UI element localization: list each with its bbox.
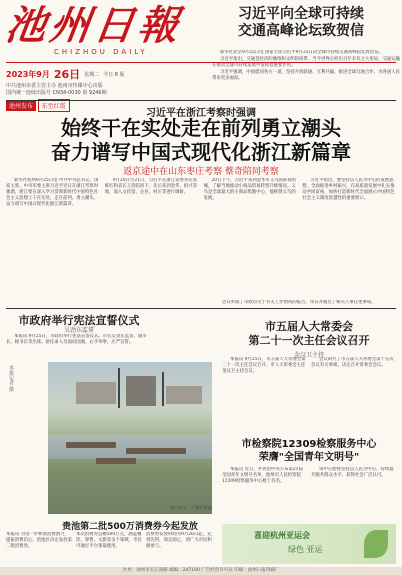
photo-side-caption bbox=[6, 362, 48, 514]
main-headline-subtitle: 返京途中在山东枣庄考察 蔡奇陪同考察 bbox=[123, 167, 279, 177]
top-news-line-1: 习近平向全球可持续 bbox=[238, 6, 364, 22]
lead-paragraph: 新华社北京9月25日电 国家主席习近平9月25日向全球可持续交通高峰论坛致贺信。 bbox=[220, 50, 384, 55]
page-footer: 社址：池州市长江南路 邮编：247100 广告经营许可证 印刷：池州日报印刷厂 bbox=[0, 567, 402, 575]
bottom-left-headline[interactable]: 贵池第二批500万消费券今起发放 bbox=[62, 522, 198, 532]
section2-subtitle: 吴劲东监誓 bbox=[63, 327, 94, 334]
banner-text-1: 喜迎杭州亚运会 bbox=[254, 531, 310, 540]
issue-date bbox=[6, 66, 232, 82]
right-subtitle-1: 金汉卫主持 bbox=[293, 352, 324, 359]
wechat-tag-b[interactable]: 东至红霞 bbox=[38, 99, 70, 112]
top-news-headline[interactable] bbox=[238, 6, 398, 40]
masthead-rule bbox=[6, 62, 396, 63]
right-headline-2: 市检察院12309检察服务中心 荣膺"全国青年文明号" bbox=[241, 439, 377, 463]
main-article-body bbox=[6, 178, 396, 305]
banner-text-2: 绿色 亚运 bbox=[288, 545, 323, 554]
lead-article[interactable] bbox=[212, 50, 402, 98]
top-news-line-2: 交通高峰论坛致贺信 bbox=[238, 23, 364, 39]
issue-page-count: 今日 8 版 bbox=[103, 71, 125, 78]
right-article-1: 本报讯 9月25日，市五届人大常委会第二十一次主任会议召开。市人大常委会主任金汉卫主持会议。 会议研究了市五届人大常委会第十五次会议有关事项，决定召开常委会会议。 bbox=[222, 357, 394, 374]
article-column: 习近平指出，要坚持以人民为中心的发展思想，全面推进乡村振兴，在高质量发展中扎实推动共同富裕，加快打造新时代全面展示中国特色社会主义制度优越性的重要窗口。 bbox=[302, 178, 395, 201]
right-headline-1[interactable]: 市五届人大常委会 第二十一次主任会议召开 bbox=[248, 320, 370, 347]
article-column: 20日下午，习近平来到金华市义乌国际商贸城，了解当地推动小商品贸易转型升级情况。义乌是全球最大的小商品集散中心，他称赞义乌的发展。 bbox=[203, 178, 297, 201]
issue-weekday: 星期二 bbox=[84, 71, 100, 78]
masthead-pinyin: CHIZHOU DAILY bbox=[54, 48, 148, 56]
article-column: 新华社杭州9月25日电 中共中央总书记、国家主席、中央军委主席习近平近日在浙江考察时强调，浙江要在深入学习贯彻新时代中国特色社会主义思想上干在实处、走在前列、勇立潮头，奋力谱写中国式现代化浙江新篇章。 bbox=[6, 178, 99, 207]
photo-caption: 港口码头一片繁忙景象 bbox=[170, 505, 212, 510]
leaf-icon bbox=[364, 530, 388, 558]
masthead bbox=[2, 2, 206, 60]
section2-headline[interactable]: 市政府举行宪法宣誓仪式 bbox=[18, 314, 140, 327]
issue-info bbox=[6, 66, 232, 110]
masthead-logo: 池州日報 bbox=[2, 2, 186, 49]
main-headline-kicker: 习近平在浙江考察时强调 bbox=[146, 108, 256, 119]
issue-date-day: 26日 bbox=[53, 68, 81, 81]
right-brief: 会议听取了市政府关于有关工作情况的报告，审议并通过了相关人事任免事项。 bbox=[222, 300, 376, 305]
bottom-left-body: 本报讯 为进一步释放消费潜力，提振消费信心，贵池区决定发放第二批消费券。 本次消费券总额500万元，涵盖餐饮、零售、文旅等多个领域，市民可通过平台领取使用。 消费券发放时间为9月26日起，先到先得，领完即止，请广大市民积极参与。 bbox=[6, 532, 212, 549]
article-column: 9月20日至21日，习近平在浙江省委书记易炼红和省长王浩陪同下，先后来到金华、绍兴等地，深入文化馆、企业、村庄等进行调研。 bbox=[104, 178, 197, 195]
issue-date-month: 2023年9月 bbox=[6, 69, 50, 79]
header-rule bbox=[6, 100, 396, 101]
issue-meta-1: 中共池州市委主管主办 池州市传媒中心出版 bbox=[6, 83, 103, 89]
wechat-tag-a[interactable]: 池州发布 bbox=[6, 100, 36, 111]
promo-banner[interactable] bbox=[222, 524, 396, 564]
main-headline-line-1: 始终干在实处走在前列勇立潮头 bbox=[61, 116, 341, 140]
main-headline[interactable] bbox=[0, 116, 402, 164]
photo-vertical-caption: 本报记者 摄 bbox=[8, 365, 14, 392]
right-article-2-body: 本报讯 近日，共青团中央公布第21届全国青年文明号名单，池州市人民检察院12309检察服务中心榜上有名。 该中心始终坚持以人民为中心，持续提升服务群众水平，获得社会广泛认可。 bbox=[222, 467, 394, 484]
lead-paragraph: 习近平指出，交通是经济的脉络和文明的纽带。当今世界正经历百年未有之大变局，交通运输在推动全球可持续发展中发挥着重要作用。 bbox=[212, 57, 401, 68]
main-headline-line-2: 奋力谱写中国式现代化浙江新篇章 bbox=[51, 140, 351, 164]
lead-paragraph: 习近平强调，中国愿同各方一道，坚持开放联通、互利共赢，推进全球交通合作，为各国人民带来更多福祉。 bbox=[212, 70, 401, 81]
issue-meta-2: 国内统一连续出版号 CN34-0030 第 9246期 bbox=[6, 90, 107, 96]
right-article-2[interactable] bbox=[222, 438, 396, 521]
section2-body: 本报讯 9月25日，市政府举行宪法宣誓仪式。市长吴劲东监誓，副市长、秘书长等出席。新任命人员面向国旗、右手举拳，庄严宣誓。 bbox=[6, 334, 147, 345]
